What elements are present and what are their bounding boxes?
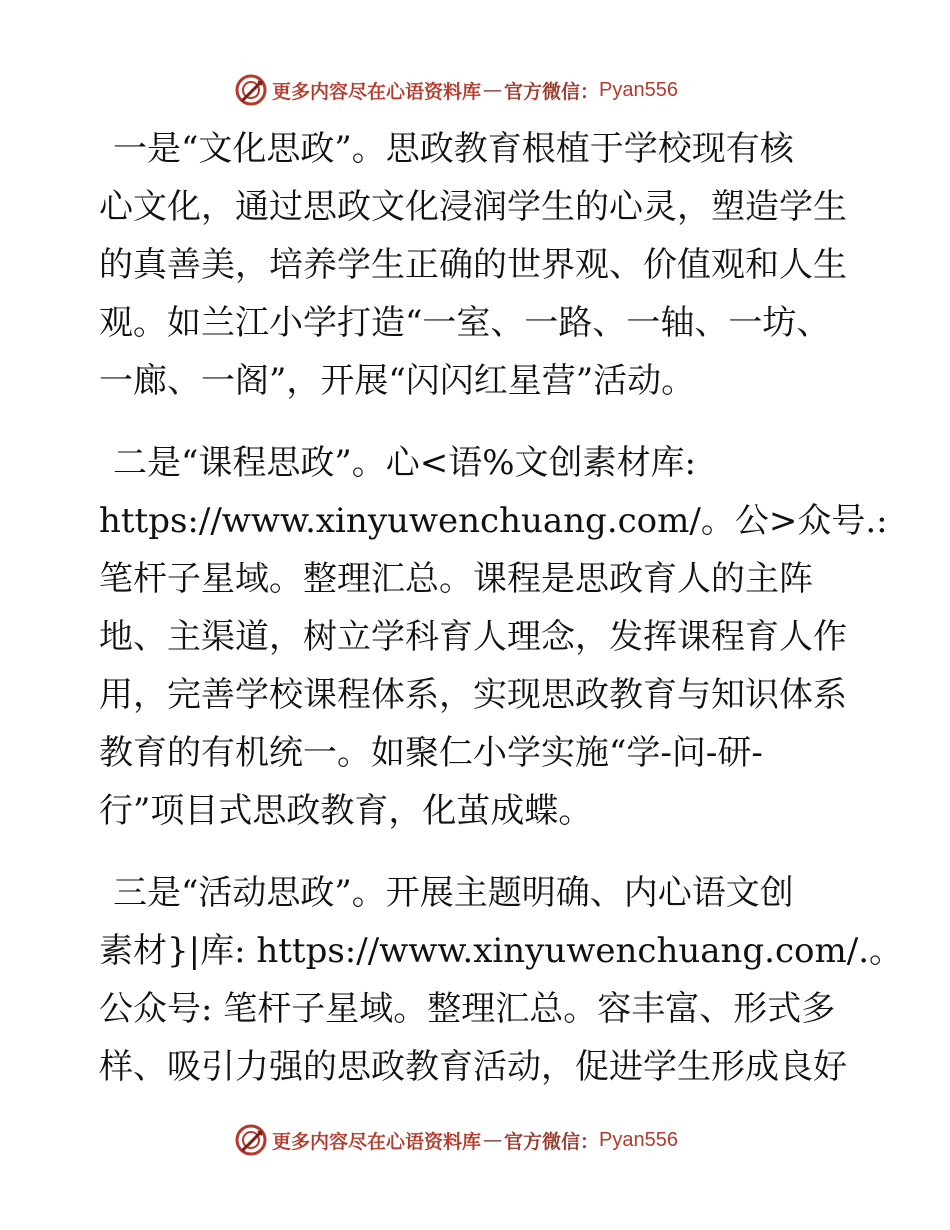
text-line: 样、吸引力强的思政教育活动，促进学生形成良好: [99, 1047, 847, 1087]
text-line: 教育的有机统一。如聚仁小学实施“学-问-研-: [99, 733, 763, 773]
banner-title: 更多内容尽在心语资料库: [272, 80, 482, 103]
text-line: https://www.xinyuwenchuang.com/。公>众号.:: [99, 501, 888, 541]
text-line: 素材}|库: https://www.xinyuwenchuang.com/.。: [99, 931, 903, 971]
text-line: 用，完善学校课程体系，实现思政教育与知识体系: [99, 675, 847, 715]
banner-wechat-label: 官方微信：: [504, 80, 600, 103]
banner-separator: —: [483, 79, 503, 101]
text-line: 行”项目式思政教育，化茧成蝶。: [99, 791, 593, 831]
document-body: [99, 120, 903, 1096]
banner-wechat-label: 官方微信：: [504, 1130, 600, 1153]
text-line: 观。如兰江小学打造“一室、一路、一轴、一坊、: [99, 303, 831, 343]
banner-title: 更多内容尽在心语资料库: [272, 1130, 482, 1153]
banner-wechat-id: Pyan556: [599, 1128, 678, 1151]
paragraph-cultural: [99, 120, 859, 410]
pen-logo-icon: [234, 1123, 268, 1157]
text-line: 的真善美，培养学生正确的世界观、价值观和人生: [99, 245, 847, 285]
paragraph-activity: [99, 864, 903, 1096]
text-line: 笔杆子星域。整理汇总。课程是思政育人的主阵: [99, 559, 813, 599]
text-line: 三是“活动思政”。开展主题明确、内心语文创: [113, 873, 794, 913]
text-line: 地、主渠道，树立学科育人理念，发挥课程育人作: [99, 617, 847, 657]
text-line: 公众号: 笔杆子星域。整理汇总。容丰富、形式多: [99, 989, 836, 1029]
footer-banner: [0, 1120, 950, 1160]
header-banner: [0, 70, 950, 110]
text-line: 一廊、一阁”，开展“闪闪红星营”活动。: [99, 361, 696, 401]
banner-separator: —: [483, 1129, 503, 1151]
text-line: 一是“文化思政”。思政教育根植于学校现有核: [113, 129, 794, 169]
paragraph-curriculum: [99, 434, 888, 840]
banner-wechat-id: Pyan556: [599, 78, 678, 101]
text-line: 心文化，通过思政文化浸润学生的心灵，塑造学生: [99, 187, 847, 227]
text-line: 二是“课程思政”。心<语%文创素材库:: [113, 443, 697, 483]
pen-logo-icon: [234, 73, 268, 107]
